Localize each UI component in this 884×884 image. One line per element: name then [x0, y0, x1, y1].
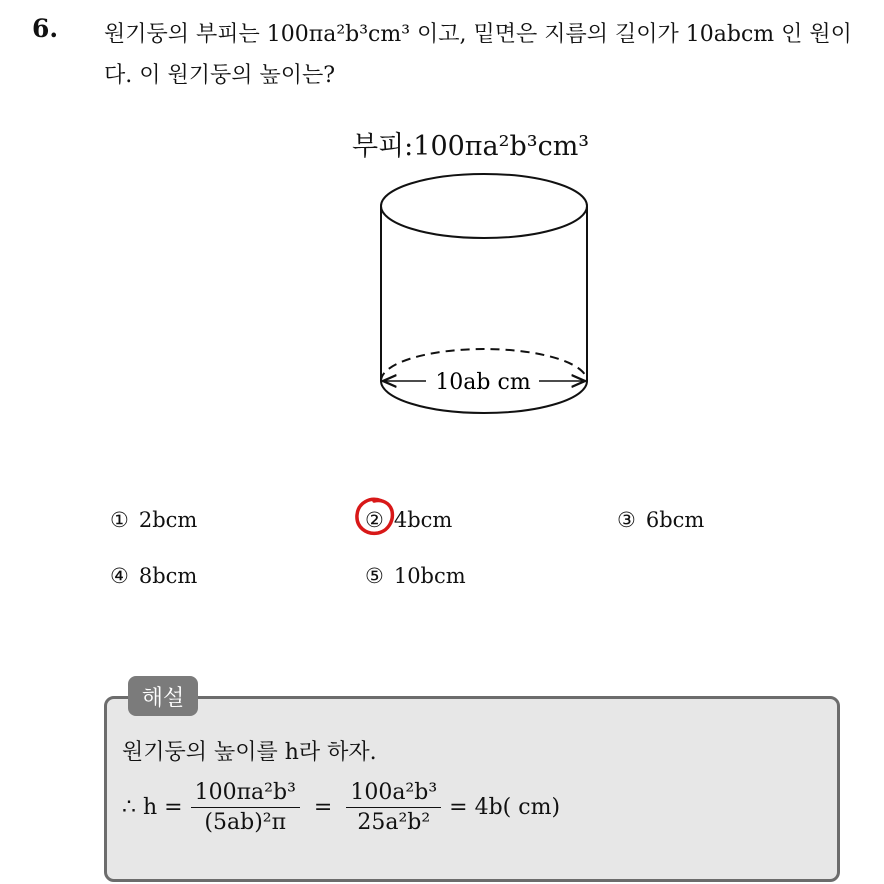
fraction-2-numerator: 100a²b³ [346, 780, 441, 808]
question-text: 원기둥의 부피는 100πa²b³cm³ 이고, 밑면은 지름의 길이가 10abcm 인 원이다. 이 원기둥의 높이는? [104, 22, 852, 88]
result: = 4b( cm) [449, 794, 561, 820]
solution-line-2 [122, 772, 560, 842]
choice-3-mark: ③ [617, 508, 636, 532]
fraction-1 [191, 780, 300, 835]
solution-line-1: 원기둥의 높이를 h라 하자. [122, 740, 377, 765]
volume-label: 부피:100πa²b³cm³ [352, 131, 590, 162]
choice-1-mark: ① [110, 508, 129, 532]
choice-5[interactable] [365, 564, 466, 588]
fraction-2-denominator: 25a²b² [357, 809, 431, 835]
choice-2-text: 4bcm [393, 508, 453, 532]
choice-1[interactable] [110, 508, 197, 532]
choice-3-text: 6bcm [645, 508, 705, 532]
choice-2-mark: ② [365, 508, 384, 532]
fraction-1-denominator: (5ab)²π [204, 809, 287, 835]
choice-3[interactable] [617, 508, 704, 532]
choice-4[interactable] [110, 564, 197, 588]
cylinder-top [381, 174, 587, 238]
choice-5-mark: ⑤ [365, 564, 384, 588]
equals-sign: = [313, 794, 333, 820]
choice-4-mark: ④ [110, 564, 129, 588]
choice-5-text: 10bcm [393, 564, 466, 588]
fraction-1-numerator: 100πa²b³ [191, 780, 300, 808]
question-number: 6. [32, 14, 59, 43]
choice-4-text: 8bcm [138, 564, 198, 588]
cylinder-figure [340, 122, 640, 422]
answer-circle-mark [352, 493, 398, 539]
fraction-2 [346, 780, 441, 835]
choice-1-text: 2bcm [138, 508, 198, 532]
therefore-h: ∴ h = [122, 794, 183, 820]
solution-tag: 해설 [128, 676, 198, 716]
diameter-label: 10ab cm [435, 370, 531, 395]
